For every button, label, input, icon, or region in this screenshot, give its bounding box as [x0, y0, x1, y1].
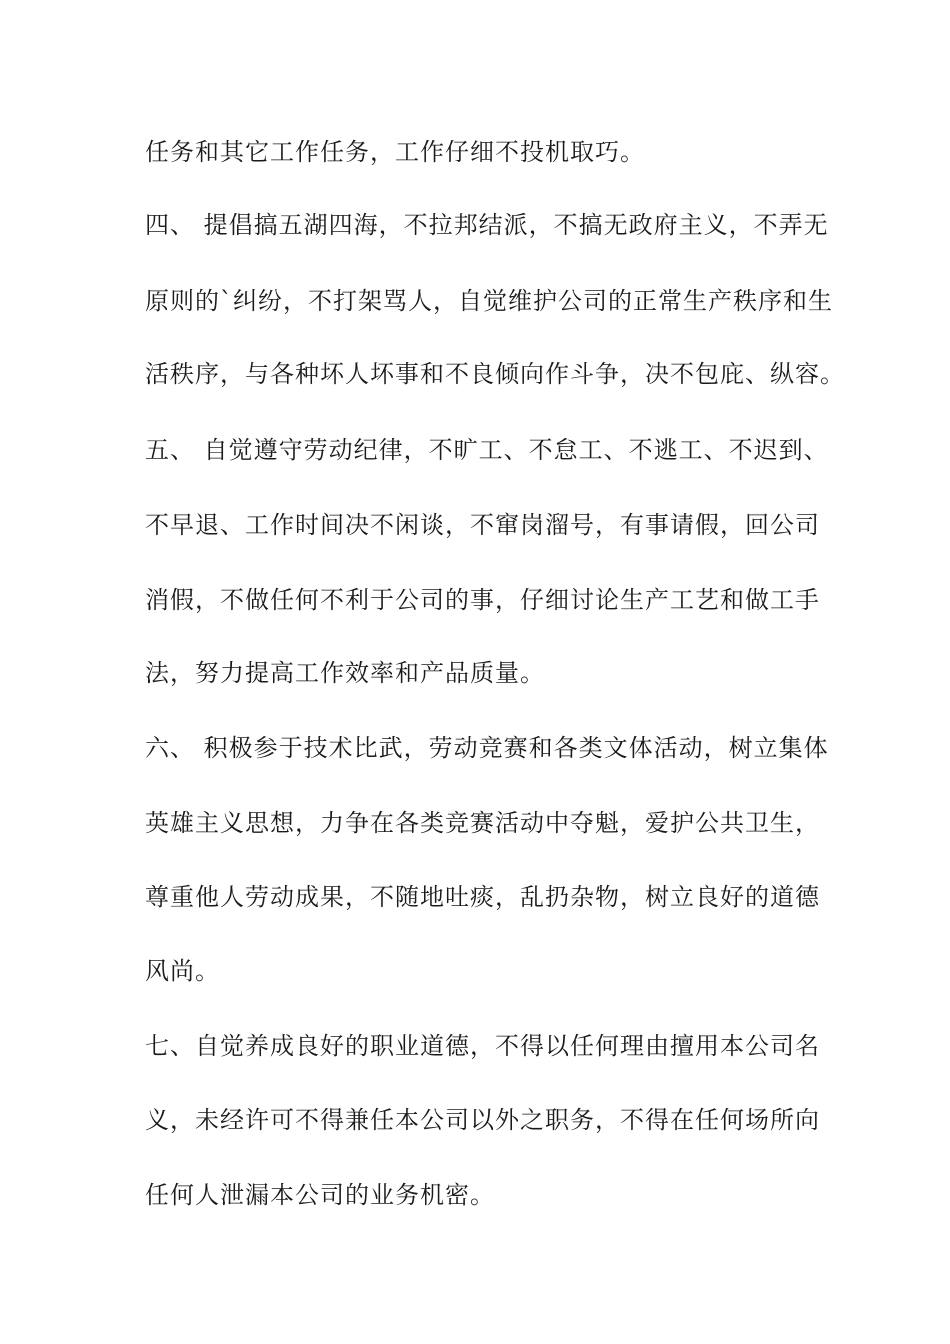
text-line: 义，未经许可不得兼任本公司以外之职务，不得在任何场所向: [145, 1106, 820, 1134]
text-line: 活秩序，与各种坏人坏事和不良倾向作斗争，决不包庇、纵容。: [145, 360, 845, 388]
text-line: 任何人泄漏本公司的业务机密。: [145, 1181, 495, 1209]
text-line: 不早退、工作时间决不闲谈，不窜岗溜号，有事请假，回公司: [145, 511, 820, 539]
text-line: 法，努力提高工作效率和产品质量。: [145, 659, 545, 687]
text-line: 五、 自觉遵守劳动纪律，不旷工、不怠工、不逃工、不迟到、: [145, 436, 829, 464]
text-line: 风尚。: [145, 957, 220, 985]
text-line: 尊重他人劳动成果，不随地吐痰，乱扔杂物，树立良好的道德: [145, 883, 820, 911]
text-line: 原则的`纠纷，不打架骂人，自觉维护公司的正常生产秩序和生: [145, 287, 833, 315]
text-line: 四、 提倡搞五湖四海，不拉邦结派，不搞无政府主义，不弄无: [145, 211, 829, 239]
text-line: 六、 积极参于技术比武，劳动竞赛和各类文体活动，树立集体: [145, 734, 829, 762]
text-line: 消假，不做任何不利于公司的事，仔细讨论生产工艺和做工手: [145, 586, 820, 614]
text-line: 七、自觉养成良好的职业道德，不得以任何理由擅用本公司名: [145, 1032, 820, 1060]
text-line: 任务和其它工作任务，工作仔细不投机取巧。: [145, 138, 645, 166]
text-line: 英雄主义思想，力争在各类竞赛活动中夺魁，爱护公共卫生，: [145, 809, 820, 837]
